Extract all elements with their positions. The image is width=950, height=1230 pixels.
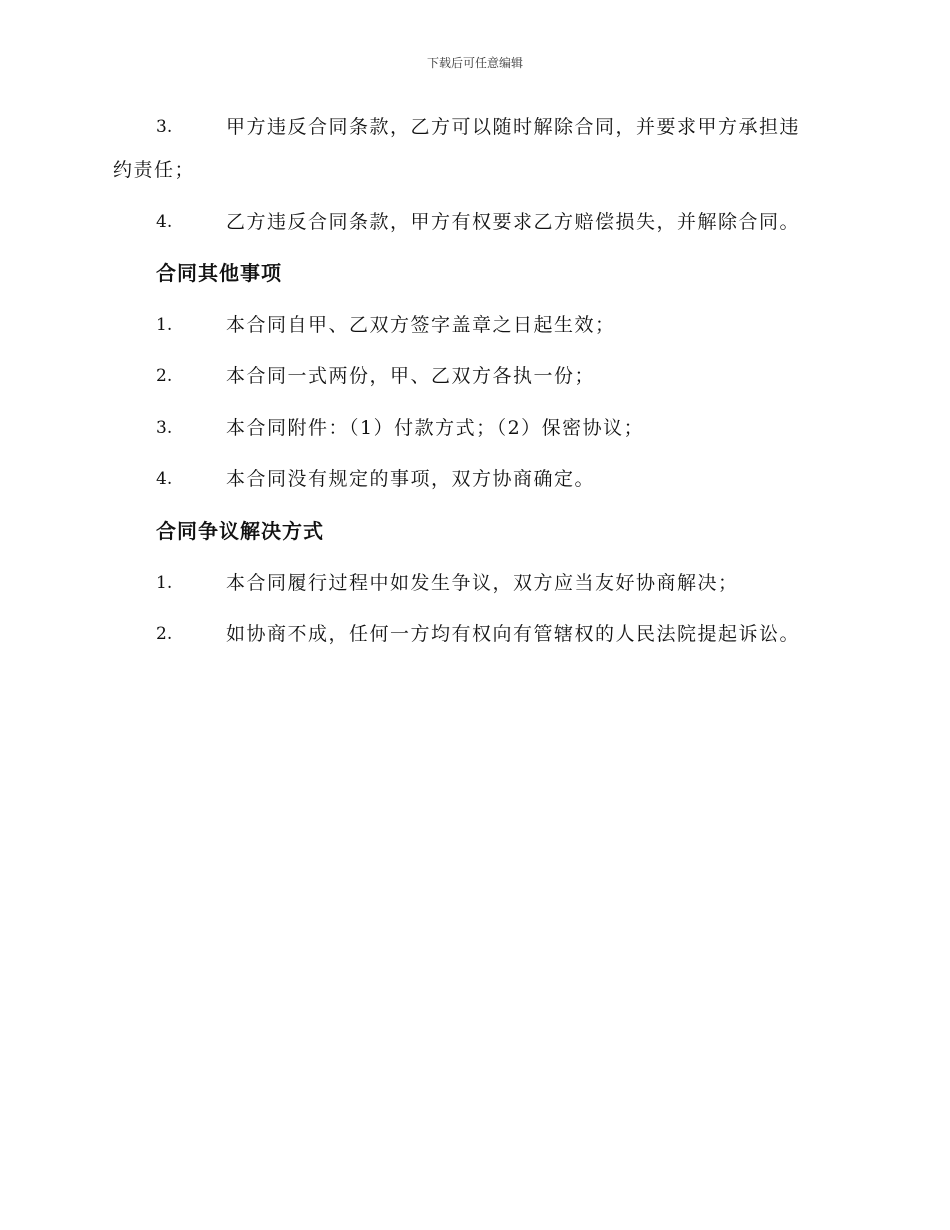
item-text: 乙方违反合同条款，甲方有权要求乙方赔偿损失，并解除合同。 xyxy=(226,211,801,233)
item-text: 本合同自甲、乙双方签字盖章之日起生效； xyxy=(226,314,616,336)
section-heading-dispute: 合同争议解决方式 xyxy=(156,519,324,543)
item-number: 3. xyxy=(156,117,173,137)
section-heading-other: 合同其他事项 xyxy=(156,261,282,285)
item-number: 4. xyxy=(156,469,173,489)
item-number: 2. xyxy=(156,366,173,386)
item-text: 如协商不成，任何一方均有权向有管辖权的人民法院提起诉讼。 xyxy=(226,623,801,645)
item-number: 3. xyxy=(156,418,173,438)
page-header: 下载后可任意编辑 xyxy=(426,56,523,70)
item-text: 甲方违反合同条款，乙方可以随时解除合同，并要求甲方承担违 xyxy=(226,116,801,138)
item-text-continuation: 约责任； xyxy=(113,159,196,181)
item-text: 本合同附件：（1）付款方式；（2）保密协议； xyxy=(226,417,645,439)
item-number: 1. xyxy=(156,573,173,593)
item-text: 本合同没有规定的事项，双方协商确定。 xyxy=(226,468,596,490)
item-number: 1. xyxy=(156,315,173,335)
item-number: 2. xyxy=(156,624,173,644)
item-text: 本合同履行过程中如发生争议，双方应当友好协商解决； xyxy=(226,572,739,594)
item-text: 本合同一式两份，甲、乙双方各执一份； xyxy=(226,365,596,387)
item-number: 4. xyxy=(156,212,173,232)
